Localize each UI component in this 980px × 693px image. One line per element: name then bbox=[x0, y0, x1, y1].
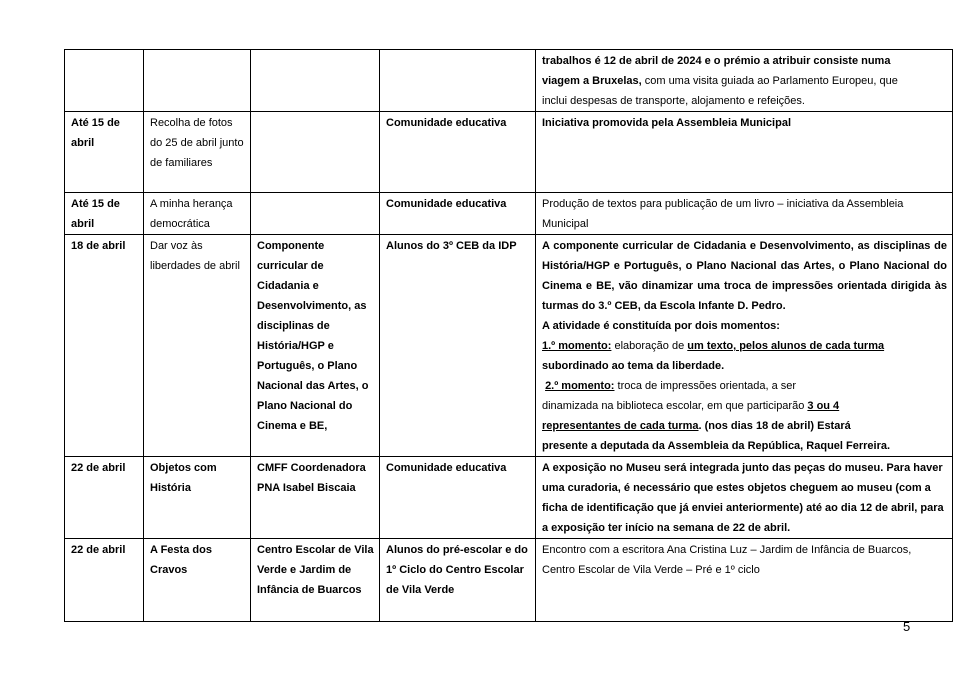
activity-cell bbox=[144, 50, 251, 112]
activity-cell: Dar voz às liberdades de abril bbox=[144, 235, 251, 457]
publico-cell: Alunos do 3º CEB da IDP bbox=[380, 235, 536, 457]
date-cell bbox=[65, 50, 144, 112]
description-line: viagem a Bruxelas, com uma visita guiada ao Parlamento Europeu, que bbox=[542, 75, 898, 87]
publico-cell: Comunidade educativa bbox=[380, 193, 536, 235]
publico-cell: Comunidade educativa bbox=[380, 457, 536, 539]
moment-2-last: presente a deputada da Assembleia da República, Raquel Ferreira. bbox=[542, 440, 891, 452]
activities-table bbox=[64, 49, 953, 622]
description-activity: A atividade é constituída por dois momentos: bbox=[542, 320, 780, 332]
moment-2-line: representantes de cada turma. (nos dias 18 de abril) Estará bbox=[542, 420, 851, 432]
description-cell: Produção de textos para publicação de um livro – iniciativa da Assembleia Municipal bbox=[536, 193, 953, 235]
date-cell: Até 15 de abril bbox=[65, 112, 144, 193]
moment-2: 2.º momento: troca de impressões orientada, a ser bbox=[545, 380, 797, 392]
date-cell: 22 de abril bbox=[65, 457, 144, 539]
publico-cell bbox=[380, 50, 536, 112]
table-row bbox=[65, 235, 953, 457]
activity-cell: Recolha de fotos do 25 de abril junto de familiares bbox=[144, 112, 251, 193]
table-row bbox=[65, 50, 953, 112]
page-number: 5 bbox=[903, 619, 911, 634]
publico-cell: Comunidade educativa bbox=[380, 112, 536, 193]
table-row bbox=[65, 539, 953, 622]
publico-cell: Alunos do pré-escolar e do 1º Ciclo do Centro Escolar de Vila Verde bbox=[380, 539, 536, 622]
date-cell: Até 15 de abril bbox=[65, 193, 144, 235]
dinamizador-cell bbox=[251, 50, 380, 112]
description-line: trabalhos é 12 de abril de 2024 e o prémio a atribuir consiste numa bbox=[542, 55, 891, 67]
date-cell: 18 de abril bbox=[65, 235, 144, 457]
dinamizador-cell bbox=[251, 193, 380, 235]
activity-cell: Objetos com História bbox=[144, 457, 251, 539]
moment-1-rest: subordinado ao tema da liberdade. bbox=[542, 360, 725, 372]
activity-cell: A minha herança democrática bbox=[144, 193, 251, 235]
moment-1: 1.º momento: elaboração de um texto, pelos alunos de cada turma bbox=[542, 340, 885, 352]
description-cell: Iniciativa promovida pela Assembleia Municipal bbox=[536, 112, 953, 193]
date-cell: 22 de abril bbox=[65, 539, 144, 622]
moment-2-line: dinamizada na biblioteca escolar, em que participarão 3 ou 4 bbox=[542, 400, 840, 412]
table-row bbox=[65, 193, 953, 235]
description-cell: Encontro com a escritora Ana Cristina Luz – Jardim de Infância de Buarcos, Centro Escolar de Vila Verde – Pré e 1º ciclo bbox=[536, 539, 953, 622]
description-intro: A componente curricular de Cidadania e Desenvolvimento, as disciplinas de História/HGP e Português, o Plano Nacional das Artes, o Plano Nacional do Cinema e BE, vão dinamizar uma troca de impressões orientada dirigida às turmas do 3.º CEB, da Escola Infante D. Pedro. bbox=[542, 240, 947, 312]
dinamizador-cell: CMFF Coordenadora PNA Isabel Biscaia bbox=[251, 457, 380, 539]
dinamizador-cell: Centro Escolar de Vila Verde e Jardim de Infância de Buarcos bbox=[251, 539, 380, 622]
table-row bbox=[65, 457, 953, 539]
dinamizador-cell: Componente curricular de Cidadania e Desenvolvimento, as disciplinas de História/HGP e Português, o Plano Nacional das Artes, o Plano Nacional do Cinema e BE, bbox=[251, 235, 380, 457]
dinamizador-cell bbox=[251, 112, 380, 193]
description-cell bbox=[536, 50, 953, 112]
description-line: inclui despesas de transporte, alojamento e refeições. bbox=[542, 95, 805, 107]
activity-cell: A Festa dos Cravos bbox=[144, 539, 251, 622]
description-cell: A exposição no Museu será integrada junto das peças do museu. Para haver uma curadoria, é necessário que estes objetos cheguem ao museu (com a ficha de identificação que já enviei anteriormente) até ao dia 12 de abril, para a exposição ter início na semana de 22 de abril. bbox=[536, 457, 953, 539]
description-cell bbox=[536, 235, 953, 457]
table-row bbox=[65, 112, 953, 193]
